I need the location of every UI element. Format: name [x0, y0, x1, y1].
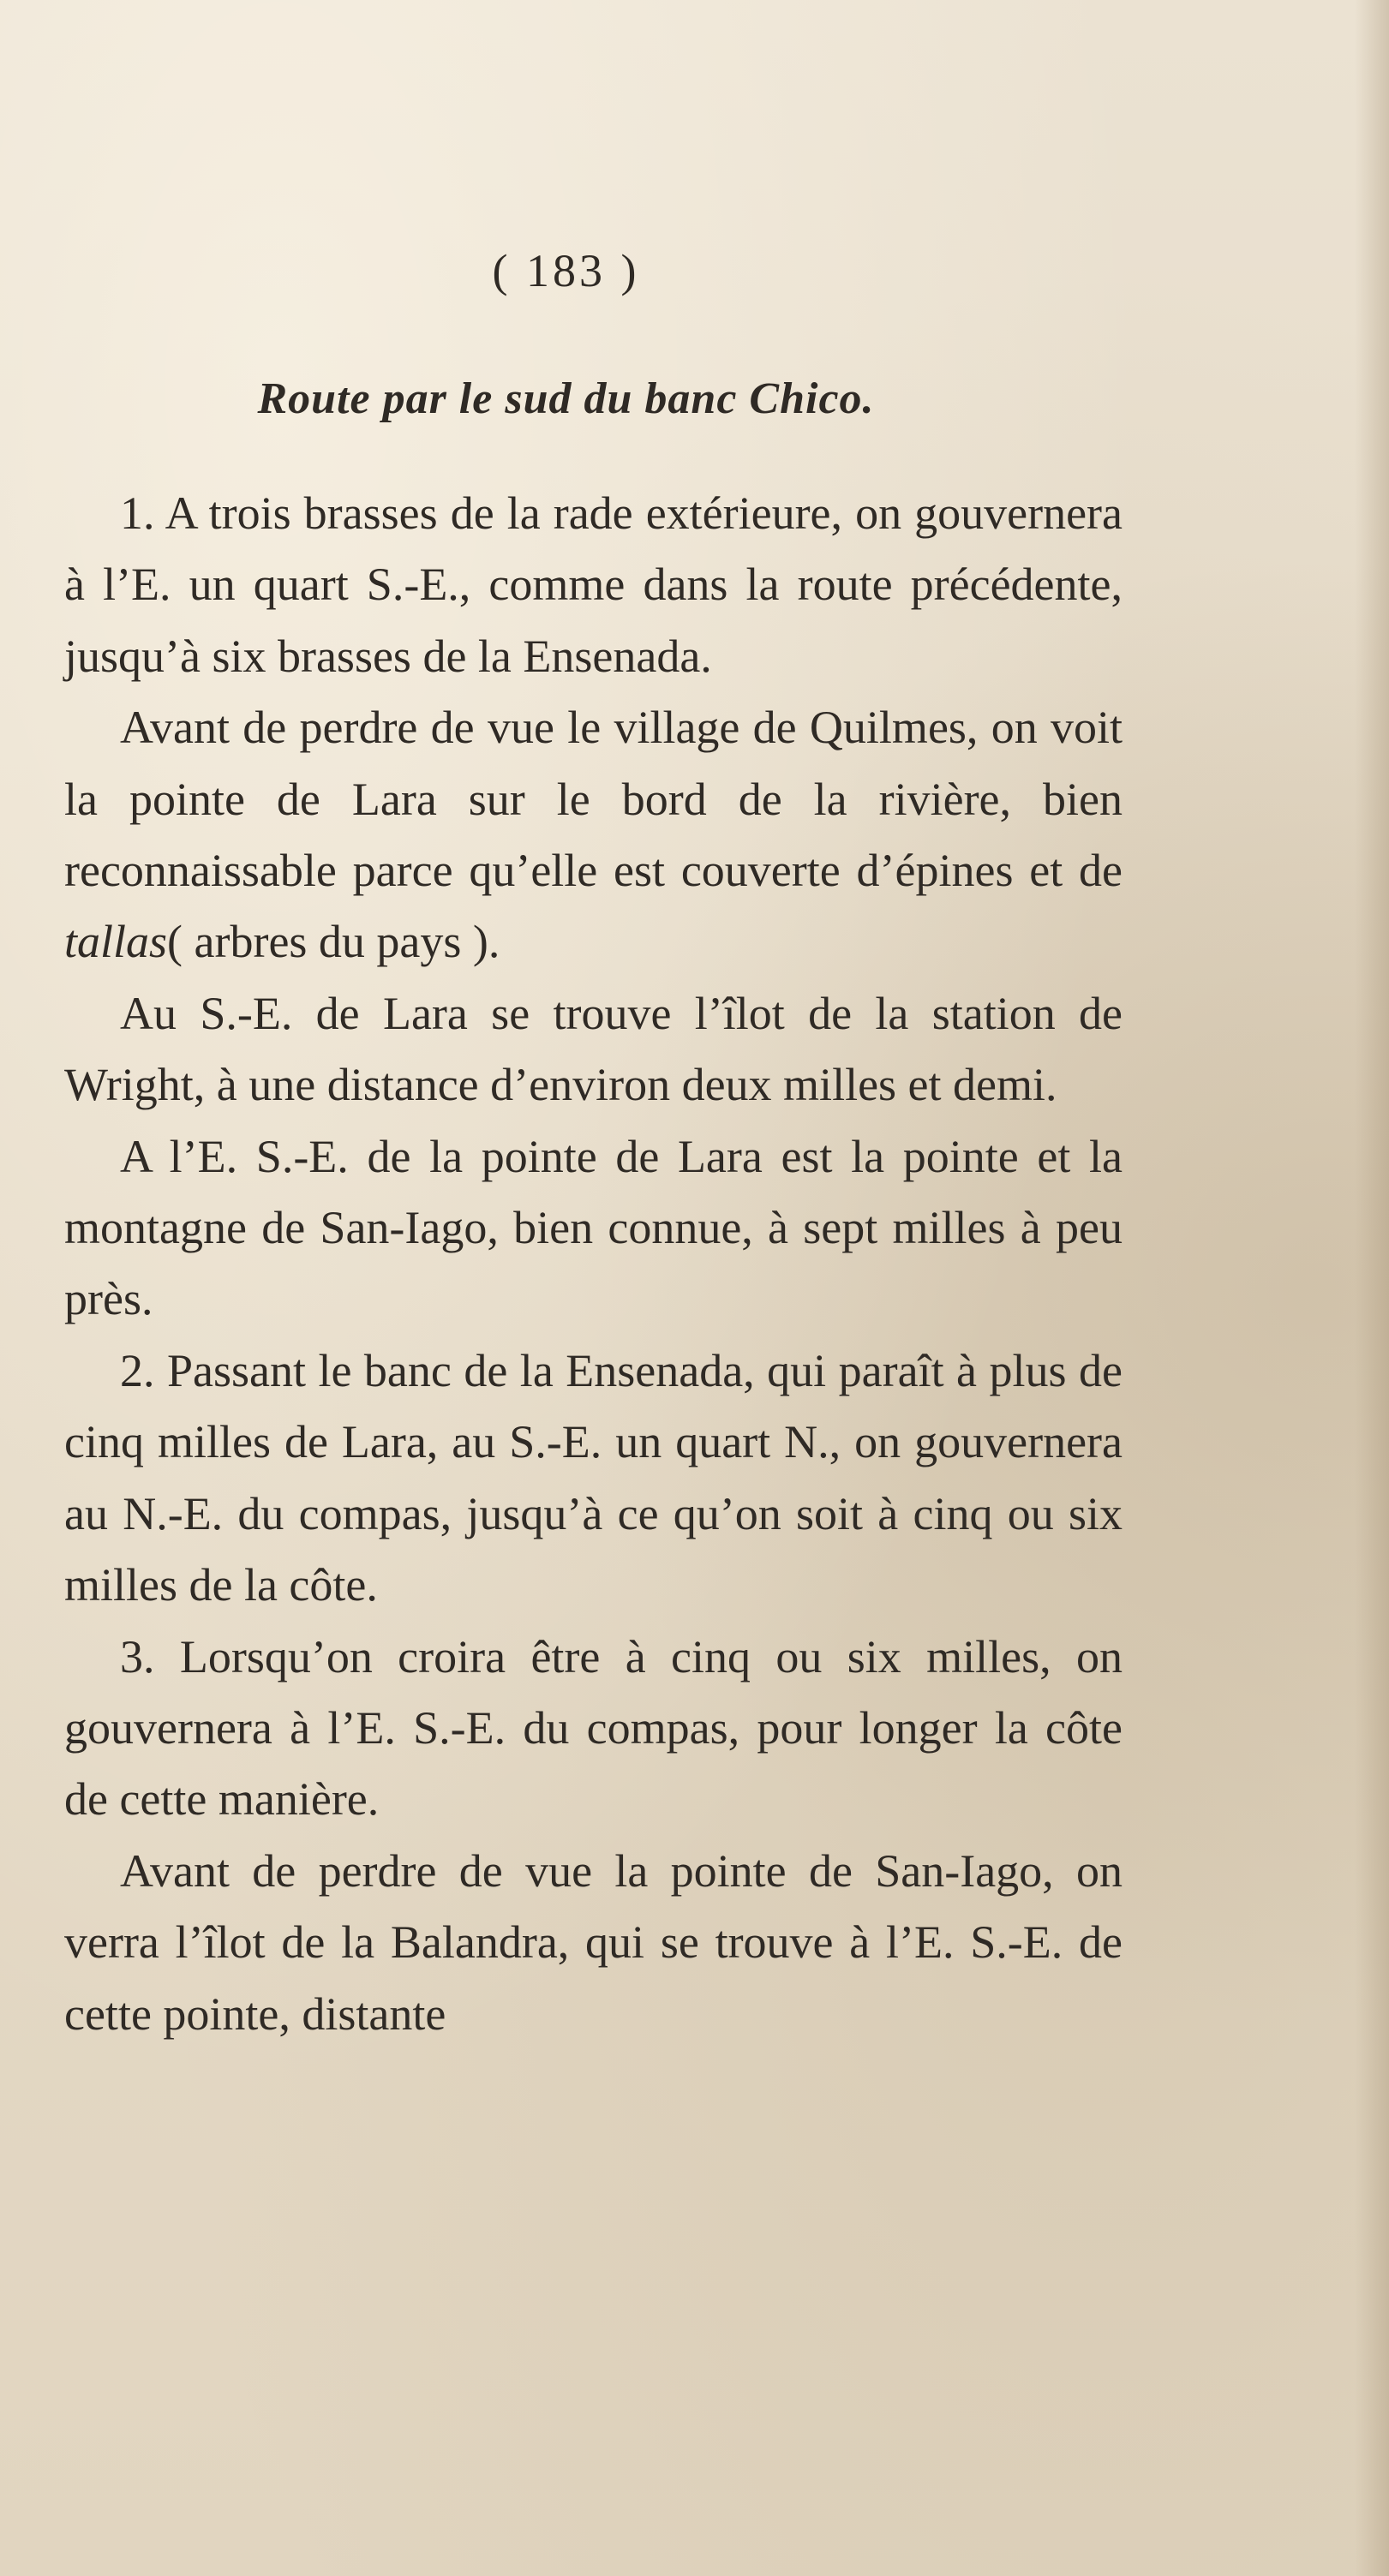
paragraph: 2. Passant le banc de la Ensenada, qui paraît à plus de cinq milles de Lara, au S.-E. un quart N., on gouvernera au N.-E. du compas, jusqu’à ce qu’on soit à cinq ou six milles de la côte.: [64, 1344, 1123, 1611]
body-text: [64, 478, 1123, 2050]
paragraph: Au S.-E. de Lara se trouve l’îlot de la station de Wright, à une distance d’environ deux milles et demi.: [64, 987, 1123, 1111]
paragraph: A l’E. S.-E. de la pointe de Lara est la pointe et la montagne de San-Iago, bien connue, à sept milles à peu près.: [64, 1130, 1123, 1325]
paragraph: 1. A trois brasses de la rade extérieure, on gouvernera à l’E. un quart S.-E., comme dans la route précédente, jusqu’à six brasses de la Ensenada.: [64, 487, 1123, 682]
italic-term: tallas: [64, 916, 168, 968]
paragraph: [64, 692, 1123, 978]
page-fold-shadow: [1355, 0, 1389, 2576]
section-title: Route par le sud du banc Chico.: [257, 374, 875, 423]
paragraph-text-after: ( arbres du pays ).: [167, 916, 500, 968]
paragraph: Avant de perdre de vue la pointe de San-Iago, on verra l’îlot de la Balandra, qui se trouve à l’E. S.-E. de cette pointe, distante: [64, 1844, 1123, 2040]
page-number: ( 183 ): [492, 245, 640, 296]
paragraph: 3. Lorsqu’on croira être à cinq ou six milles, on gouvernera à l’E. S.-E. du compas, pour longer la côte de cette manière.: [64, 1630, 1123, 1826]
paragraph-text: Avant de perdre de vue le village de Quilmes, on voit la pointe de Lara sur le bord de la rivière, bien reconnaissable parce qu’elle est couverte d’épines et de: [64, 702, 1123, 897]
